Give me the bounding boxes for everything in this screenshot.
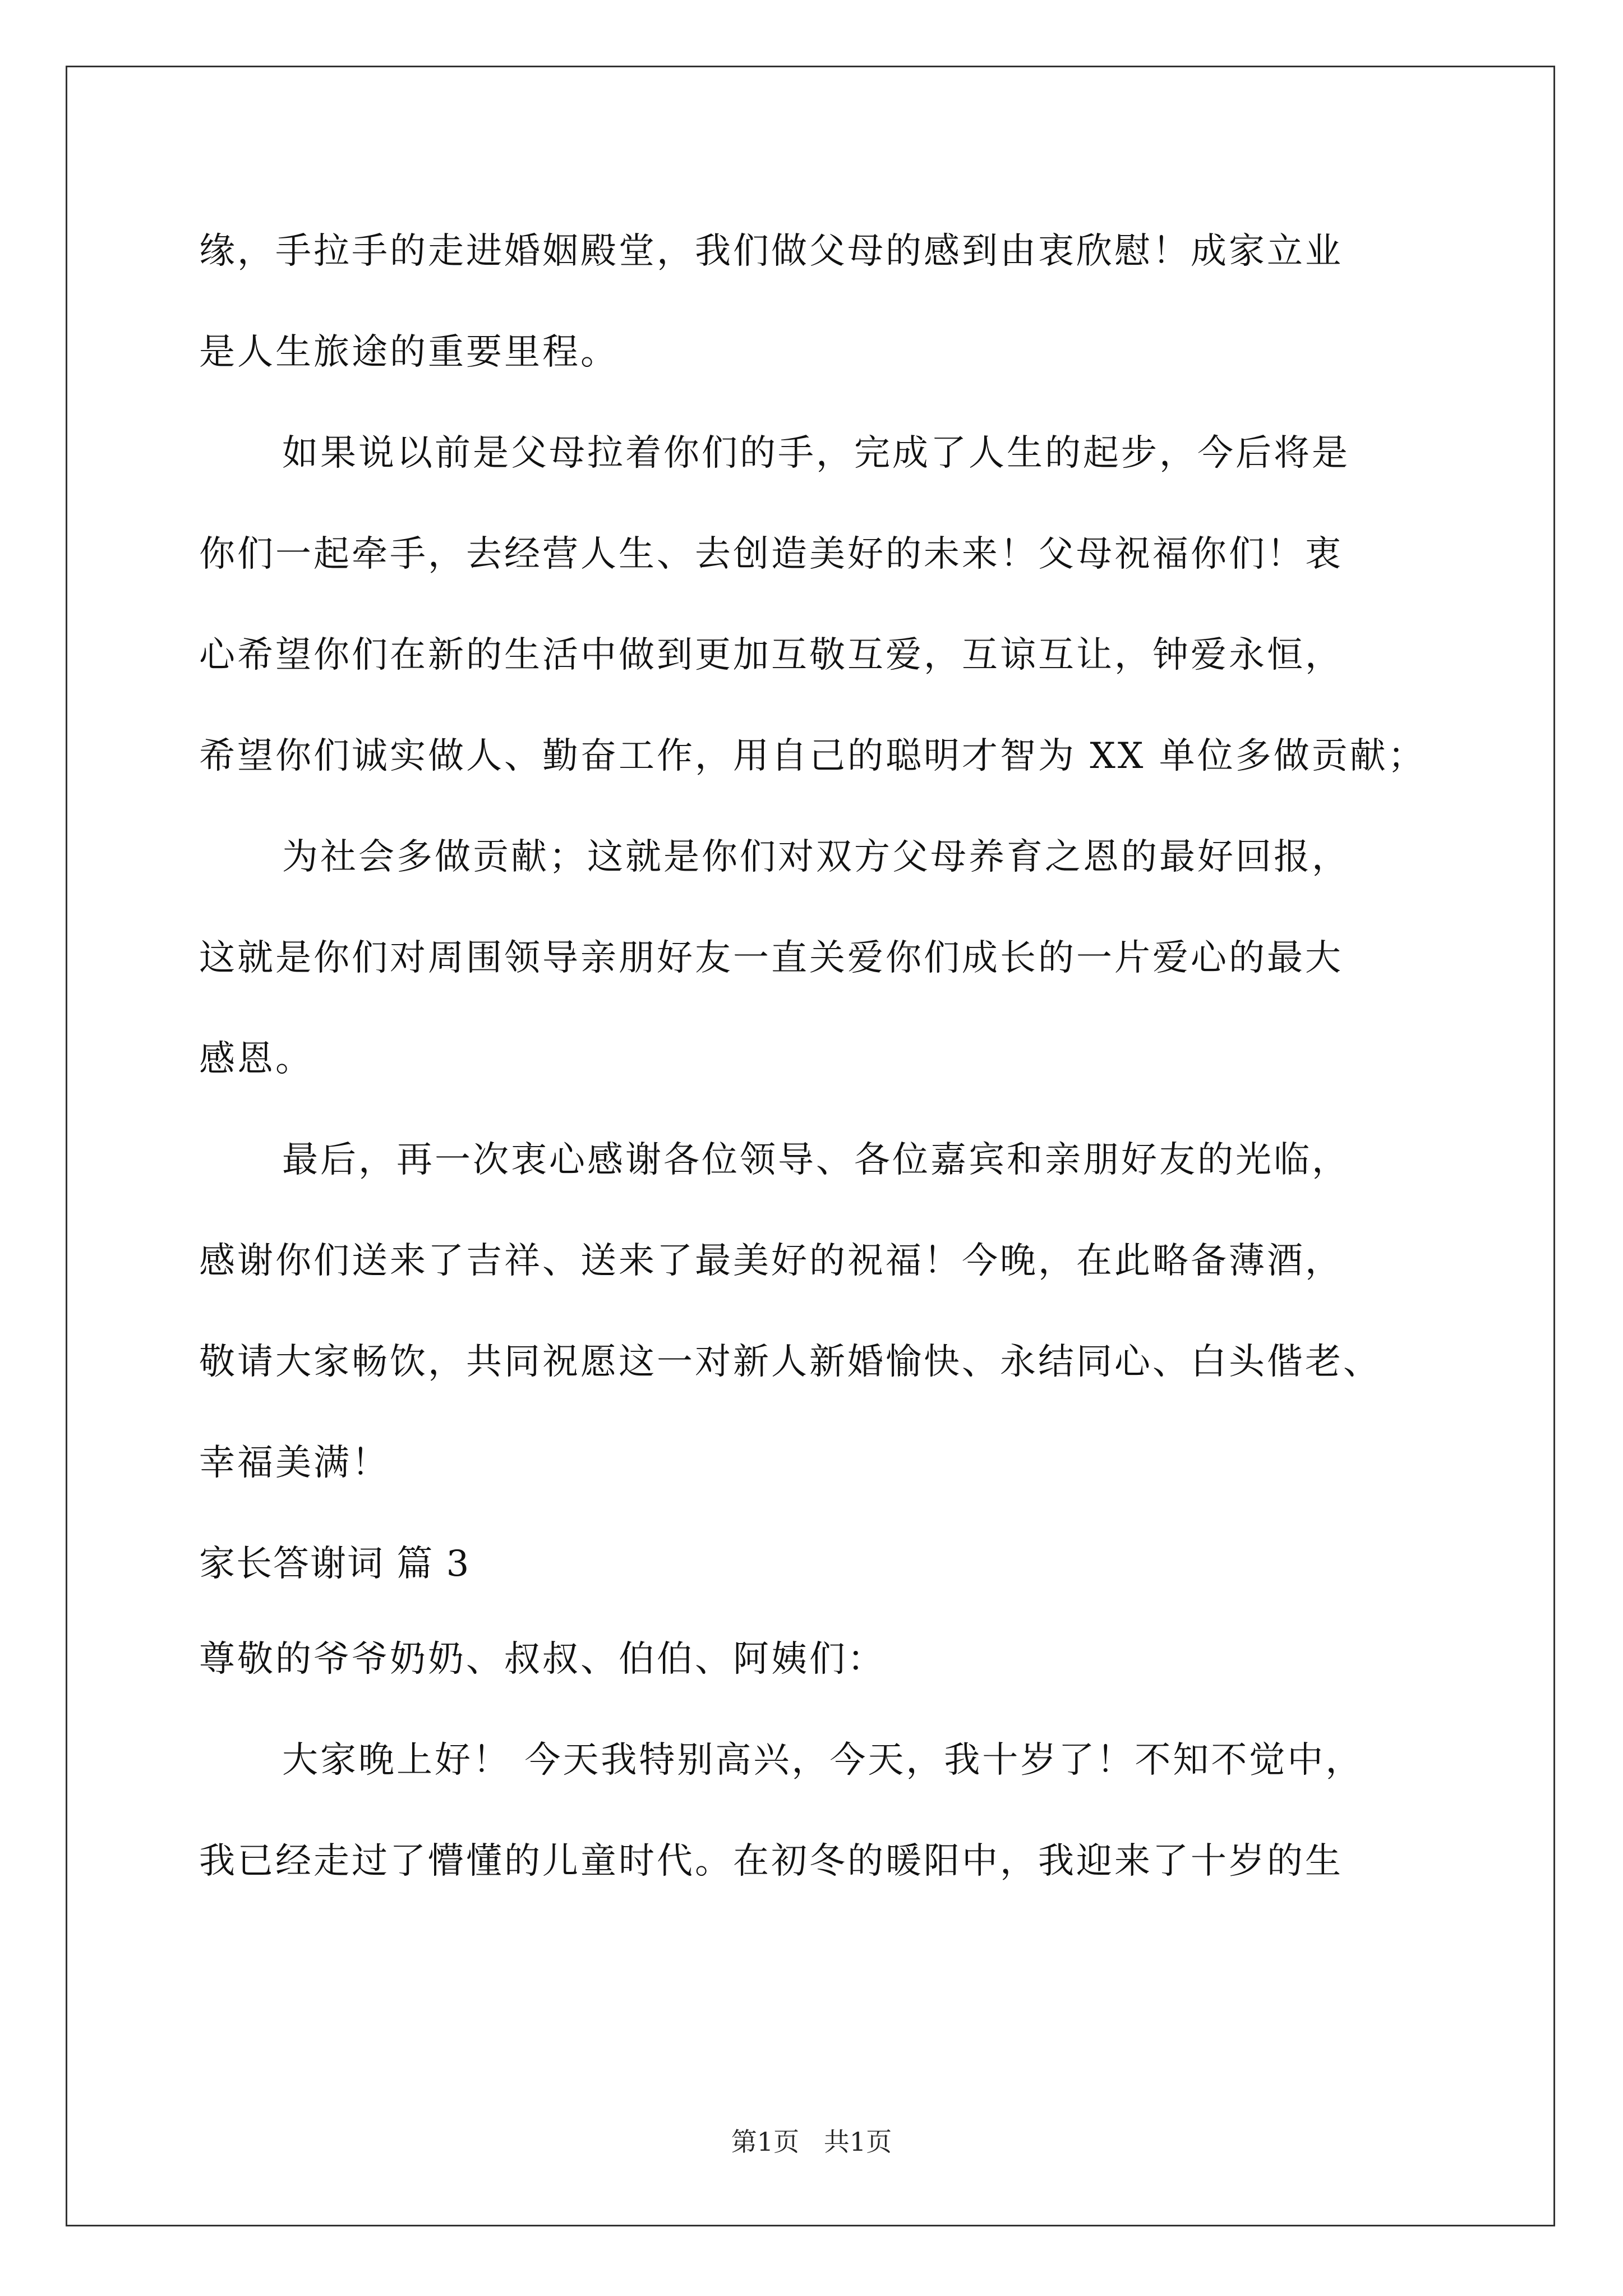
page-footer: 第1页 共1页	[731, 2127, 892, 2157]
body-text-line: 心希望你们在新的生活中做到更加互敬互爱，互谅互让，钟爱永恒，	[199, 634, 1343, 676]
body-text-line: 这就是你们对周围领导亲朋好友一直关爱你们成长的一片爱心的最大	[199, 937, 1343, 979]
body-text-line: 感谢你们送来了吉祥、送来了最美好的祝福！今晚，在此略备薄酒，	[199, 1240, 1343, 1282]
salutation: 尊敬的爷爷奶奶、叔叔、伯伯、阿姨们：	[199, 1639, 886, 1680]
paragraph-first-line: 大家晚上好！ 今天我特别高兴，今天，我十岁了！不知不觉中，	[282, 1740, 1364, 1781]
paragraph-first-line: 最后，再一次衷心感谢各位领导、各位嘉宾和亲朋好友的光临，	[282, 1139, 1350, 1181]
body-text-line: 是人生旅途的重要里程。	[199, 332, 619, 373]
body-text-line: 感恩。	[199, 1038, 313, 1080]
paragraph-first-line: 为社会多做贡献；这就是你们对双方父母养育之恩的最好回报，	[282, 836, 1350, 878]
body-text-line: 我已经走过了懵懂的儿童时代。在初冬的暖阳中，我迎来了十岁的生	[199, 1841, 1343, 1882]
body-text-line: 你们一起牵手，去经营人生、去创造美好的未来！父母祝福你们！衷	[199, 533, 1343, 575]
body-text-line: 缘，手拉手的走进婚姻殿堂，我们做父母的感到由衷欣慰！成家立业	[199, 231, 1343, 272]
body-text-line: 希望你们诚实做人、勤奋工作，用自己的聪明才智为 XX 单位多做贡献；	[199, 735, 1426, 777]
body-text-line: 敬请大家畅饮，共同祝愿这一对新人新婚愉快、永结同心、白头偕老、	[199, 1341, 1381, 1383]
section-heading: 家长答谢词 篇 3	[199, 1543, 471, 1585]
paragraph-first-line: 如果说以前是父母拉着你们的手，完成了人生的起步，今后将是	[282, 432, 1350, 474]
body-text-line: 幸福美满！	[199, 1442, 390, 1484]
